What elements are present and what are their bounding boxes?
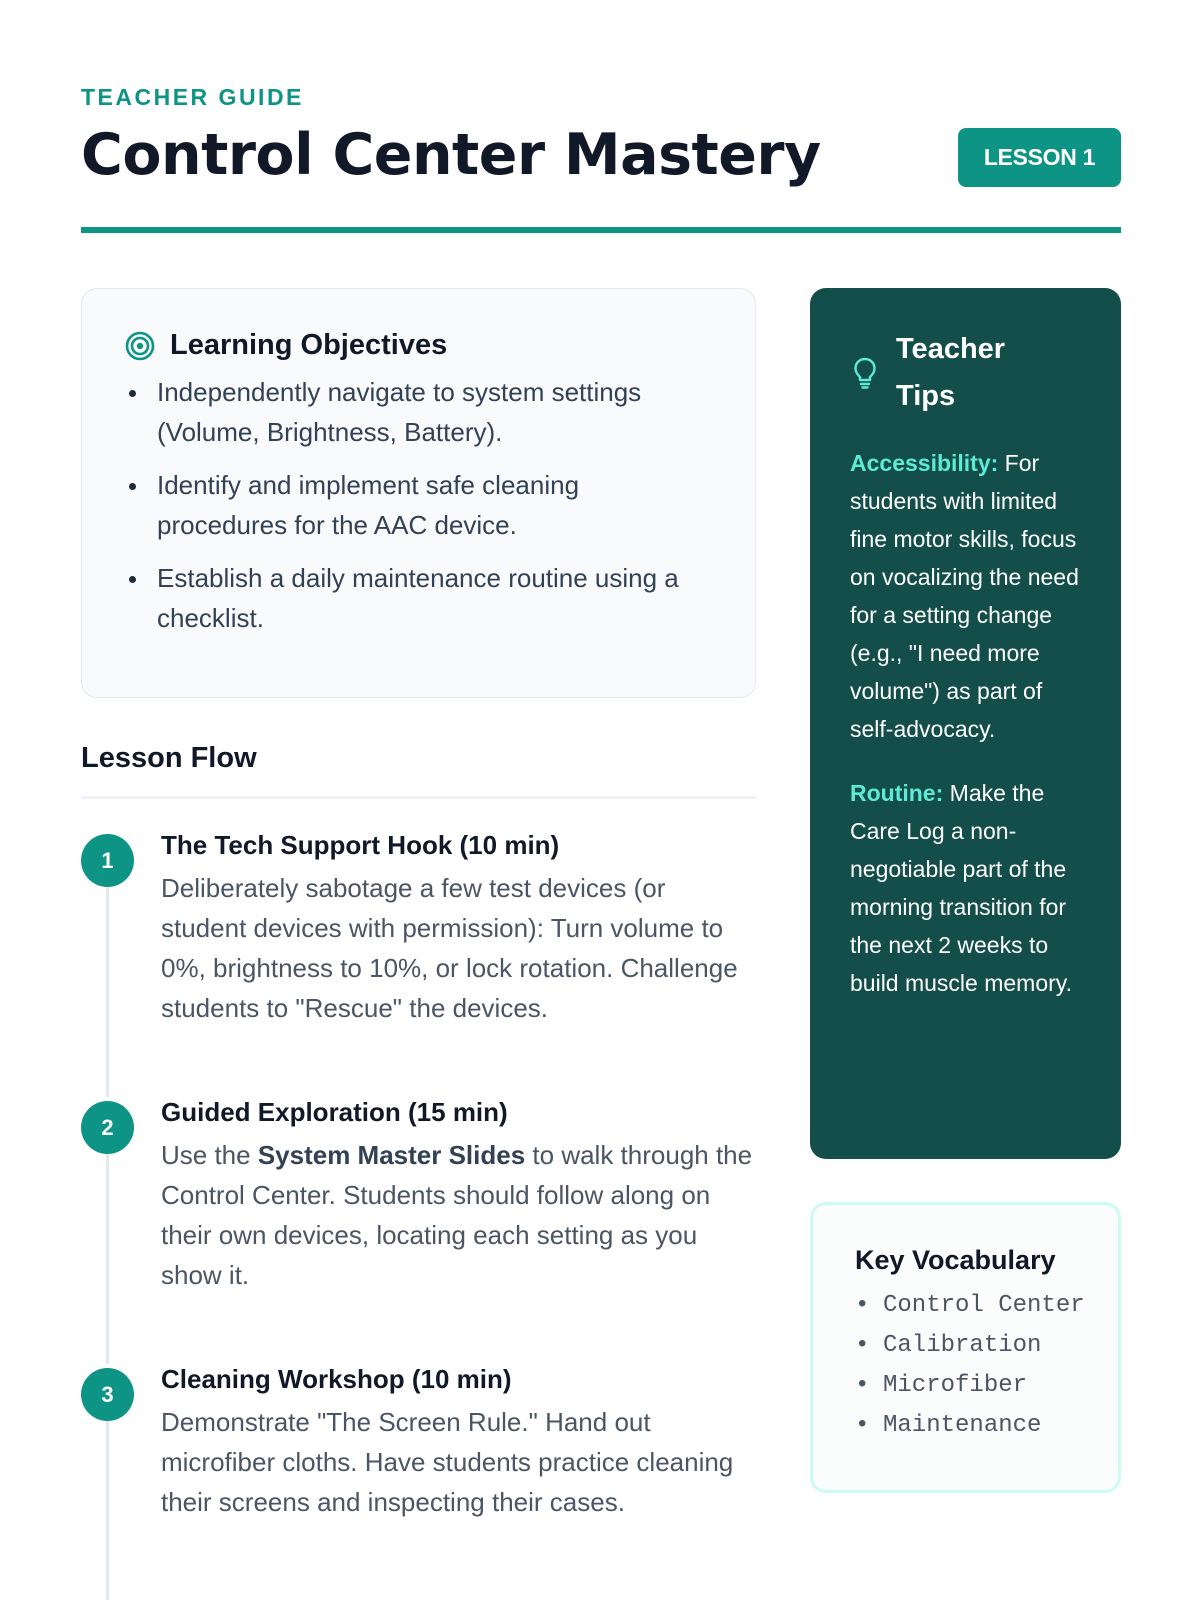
target-icon <box>124 330 156 362</box>
vocabulary-term: Calibration <box>883 1332 1042 1359</box>
objectives-title: Learning Objectives <box>170 329 448 361</box>
page-title: Control Center Mastery <box>81 122 821 188</box>
step-connector-line <box>106 1154 109 1364</box>
key-vocabulary-card <box>810 1202 1121 1493</box>
vocabulary-item <box>855 1366 1118 1406</box>
lightbulb-icon <box>852 356 878 390</box>
teacher-tips-card <box>810 288 1121 1159</box>
tip-label: Accessibility: <box>850 450 999 476</box>
lesson-badge: LESSON 1 <box>958 128 1121 187</box>
lesson-flow-title: Lesson Flow <box>81 742 257 774</box>
vocabulary-title: Key Vocabulary <box>855 1245 1056 1275</box>
tip-accessibility <box>850 444 1081 748</box>
step-number: 3 <box>81 1368 134 1421</box>
tips-header <box>850 326 1081 420</box>
step-connector-line <box>106 887 109 1097</box>
vocabulary-item <box>855 1406 1118 1446</box>
vocabulary-term: Maintenance <box>883 1412 1042 1439</box>
step-text: Use the <box>161 1140 258 1170</box>
guide-eyebrow: TEACHER GUIDE <box>81 84 304 110</box>
objective-item: Identify and implement safe cleaning procedures for the AAC device. <box>124 465 715 545</box>
objective-item: Establish a daily maintenance routine using a checklist. <box>124 558 715 638</box>
step-title: Guided Exploration (15 min) <box>161 1097 508 1127</box>
bullet: • <box>855 1372 870 1399</box>
header-divider <box>81 227 1121 233</box>
objectives-list <box>124 372 715 638</box>
step-connector-line <box>106 1421 109 1600</box>
lesson-flow-divider <box>81 796 756 799</box>
vocabulary-list <box>855 1286 1118 1446</box>
tip-label: Routine: <box>850 780 944 806</box>
objective-item: Independently navigate to system settings (Volume, Brightness, Battery). <box>124 372 715 452</box>
tip-routine <box>850 774 1081 1002</box>
step-title: The Tech Support Hook (10 min) <box>161 830 560 860</box>
tip-text: Make the Care Log a non-negotiable part of the morning transition for the next 2 weeks to build muscle memory. <box>850 780 1072 996</box>
vocabulary-term: Control Center <box>883 1292 1085 1319</box>
teacher-guide-page <box>81 0 1121 1600</box>
step-number: 1 <box>81 834 134 887</box>
bullet: • <box>855 1412 870 1439</box>
tip-text: For students with limited fine motor skills, focus on vocalizing the need for a setting change (e.g., "I need more volume") as part of self-advocacy. <box>850 450 1079 742</box>
objectives-header <box>124 329 715 362</box>
step-description: Deliberately sabotage a few test devices (or student devices with permission): Turn volume to 0%, brightness to 10%, or lock rotation. Challenge students to "Rescue" the devices. <box>161 873 738 1023</box>
step-description <box>161 1135 756 1295</box>
bullet: • <box>855 1292 870 1319</box>
step-description: Demonstrate "The Screen Rule." Hand out microfiber cloths. Have students practice cleaning their screens and inspecting their cases. <box>161 1407 734 1517</box>
vocabulary-item <box>855 1286 1118 1326</box>
slides-reference: System Master Slides <box>257 1140 526 1170</box>
step-number: 2 <box>81 1101 134 1154</box>
vocabulary-item <box>855 1326 1118 1366</box>
step-text: to walk through the Control Center. Students should follow along on their own devices, locating each setting as you show it. <box>161 1140 753 1290</box>
learning-objectives-card <box>81 288 756 698</box>
vocabulary-term: Microfiber <box>883 1372 1028 1399</box>
tips-title: Teacher Tips <box>896 333 1006 412</box>
step-title: Cleaning Workshop (10 min) <box>161 1364 512 1394</box>
bullet: • <box>855 1332 870 1359</box>
